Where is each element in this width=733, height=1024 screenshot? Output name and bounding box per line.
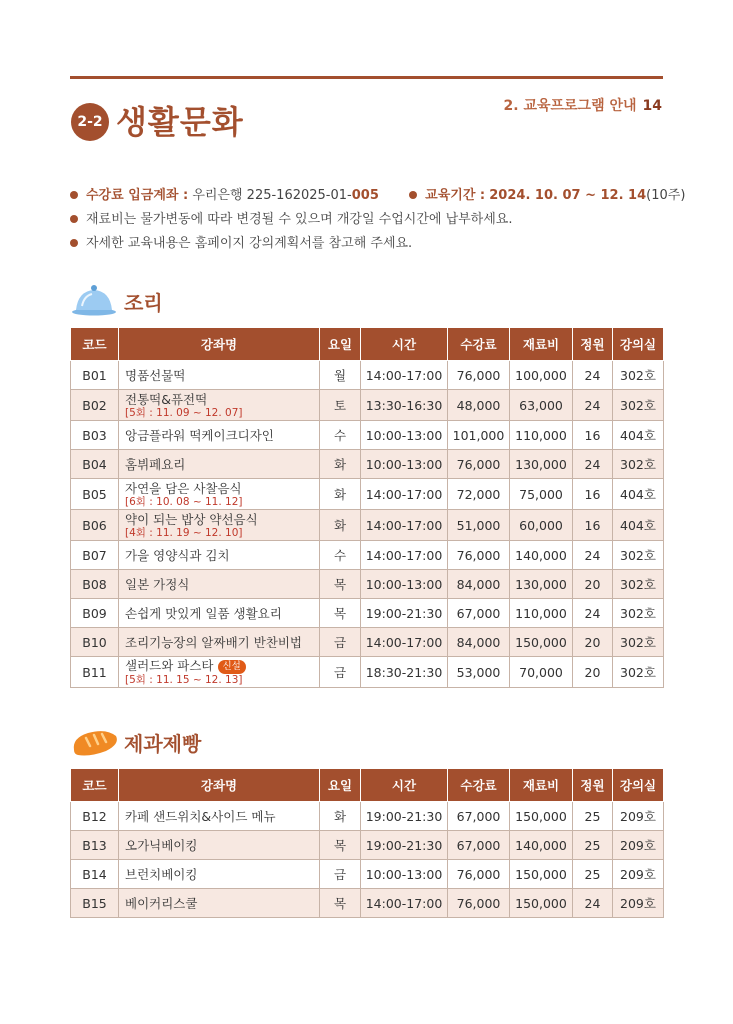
course-capacity: 24 <box>573 361 613 390</box>
course-time: 14:00-17:00 <box>361 479 448 510</box>
course-time: 13:30-16:30 <box>361 390 448 421</box>
col-capacity: 정원 <box>573 769 613 802</box>
course-fee: 48,000 <box>448 390 510 421</box>
table-row <box>71 541 664 570</box>
course-session-dates: [5회 : 11. 15 ~ 12. 13] <box>125 673 243 686</box>
course-title: 홈뷔페요리 <box>125 456 186 472</box>
course-material-fee: 130,000 <box>510 450 573 479</box>
bullet-dot-icon <box>409 191 417 199</box>
course-name <box>119 421 320 450</box>
course-title: 조리기능장의 알짜배기 반찬비법 <box>125 634 302 650</box>
course-name <box>119 570 320 599</box>
course-room: 302호 <box>613 570 664 599</box>
table-row <box>71 570 664 599</box>
course-name <box>119 657 320 688</box>
course-capacity: 24 <box>573 599 613 628</box>
col-fee: 수강료 <box>448 769 510 802</box>
course-room: 404호 <box>613 479 664 510</box>
course-code: B10 <box>71 628 119 657</box>
col-room: 강의실 <box>613 328 664 361</box>
page-title: 생활문화 <box>116 103 244 141</box>
course-room: 209호 <box>613 802 664 831</box>
course-capacity: 25 <box>573 860 613 889</box>
course-fee: 67,000 <box>448 831 510 860</box>
course-title: 앙금플라워 떡케이크디자인 <box>125 427 274 443</box>
note-website-text: 자세한 교육내용은 홈페이지 강의계획서를 참고해 주세요. <box>86 236 413 251</box>
course-day: 목 <box>320 599 361 628</box>
col-capacity: 정원 <box>573 328 613 361</box>
course-session-dates: [4회 : 11. 19 ~ 12. 10] <box>125 526 243 539</box>
course-room: 302호 <box>613 361 664 390</box>
course-fee: 101,000 <box>448 421 510 450</box>
bullet-dot-icon <box>70 191 78 199</box>
course-material-fee: 140,000 <box>510 541 573 570</box>
course-room: 209호 <box>613 831 664 860</box>
course-code: B13 <box>71 831 119 860</box>
course-fee: 84,000 <box>448 570 510 599</box>
course-time: 10:00-13:00 <box>361 860 448 889</box>
course-name <box>119 628 320 657</box>
course-time: 14:00-17:00 <box>361 541 448 570</box>
course-fee: 76,000 <box>448 860 510 889</box>
course-material-fee: 75,000 <box>510 479 573 510</box>
course-room: 302호 <box>613 541 664 570</box>
fee-account: 우리은행 225-162025-01- <box>192 188 352 203</box>
page-section-reference <box>504 95 662 115</box>
course-day: 화 <box>320 802 361 831</box>
col-time: 시간 <box>361 769 448 802</box>
course-day: 화 <box>320 510 361 541</box>
course-title: 오가닉베이킹 <box>125 837 198 853</box>
course-name <box>119 889 320 918</box>
course-room: 302호 <box>613 390 664 421</box>
course-name <box>119 599 320 628</box>
course-code: B06 <box>71 510 119 541</box>
course-time: 19:00-21:30 <box>361 802 448 831</box>
course-material-fee: 110,000 <box>510 421 573 450</box>
section-cooking-heading <box>70 283 370 319</box>
course-day: 수 <box>320 541 361 570</box>
course-code: B02 <box>71 390 119 421</box>
course-material-fee: 150,000 <box>510 889 573 918</box>
table-row <box>71 831 664 860</box>
course-fee: 53,000 <box>448 657 510 688</box>
note-fee-period <box>70 184 685 208</box>
course-material-fee: 110,000 <box>510 599 573 628</box>
course-capacity: 24 <box>573 450 613 479</box>
section-number-badge: 2-2 <box>71 103 109 141</box>
course-code: B05 <box>71 479 119 510</box>
table-row <box>71 450 664 479</box>
col-day: 요일 <box>320 328 361 361</box>
bullet-dot-icon <box>70 215 78 223</box>
course-room: 302호 <box>613 657 664 688</box>
col-course-name: 강좌명 <box>119 769 320 802</box>
course-code: B09 <box>71 599 119 628</box>
fee-account-end: 005 <box>351 188 379 203</box>
course-material-fee: 100,000 <box>510 361 573 390</box>
course-capacity: 24 <box>573 390 613 421</box>
course-fee: 51,000 <box>448 510 510 541</box>
course-code: B08 <box>71 570 119 599</box>
course-day: 금 <box>320 860 361 889</box>
col-course-name: 강좌명 <box>119 328 320 361</box>
course-material-fee: 140,000 <box>510 831 573 860</box>
course-material-fee: 60,000 <box>510 510 573 541</box>
cloche-icon <box>70 283 118 319</box>
course-capacity: 24 <box>573 889 613 918</box>
col-material-fee: 재료비 <box>510 328 573 361</box>
course-time: 10:00-13:00 <box>361 450 448 479</box>
table-row <box>71 510 664 541</box>
table-row <box>71 390 664 421</box>
course-material-fee: 63,000 <box>510 390 573 421</box>
course-name <box>119 450 320 479</box>
course-day: 목 <box>320 831 361 860</box>
course-time: 19:00-21:30 <box>361 831 448 860</box>
table-row <box>71 361 664 390</box>
course-fee: 84,000 <box>448 628 510 657</box>
table-row <box>71 479 664 510</box>
course-capacity: 16 <box>573 510 613 541</box>
course-material-fee: 130,000 <box>510 570 573 599</box>
notes-list <box>70 184 685 256</box>
course-capacity: 20 <box>573 570 613 599</box>
course-time: 14:00-17:00 <box>361 889 448 918</box>
course-fee: 76,000 <box>448 361 510 390</box>
table-row <box>71 628 664 657</box>
course-code: B04 <box>71 450 119 479</box>
period-label: 교육기간 : <box>425 188 486 203</box>
cooking-course-table <box>70 327 664 688</box>
course-room: 404호 <box>613 421 664 450</box>
course-capacity: 25 <box>573 802 613 831</box>
course-title: 카페 샌드위치&사이드 메뉴 <box>125 808 276 824</box>
course-fee: 67,000 <box>448 802 510 831</box>
col-room: 강의실 <box>613 769 664 802</box>
course-material-fee: 150,000 <box>510 860 573 889</box>
course-day: 수 <box>320 421 361 450</box>
course-code: B12 <box>71 802 119 831</box>
col-day: 요일 <box>320 769 361 802</box>
section-cooking-label: 조리 <box>124 291 163 315</box>
course-session-dates: [5회 : 11. 09 ~ 12. 07] <box>125 406 243 419</box>
course-day: 목 <box>320 570 361 599</box>
course-title: 브런치베이킹 <box>125 866 198 882</box>
table-row <box>71 421 664 450</box>
course-capacity: 20 <box>573 657 613 688</box>
page-number: 14 <box>642 98 662 114</box>
course-name <box>119 802 320 831</box>
course-material-fee: 150,000 <box>510 802 573 831</box>
note-material <box>70 208 685 232</box>
course-name <box>119 831 320 860</box>
col-code: 코드 <box>71 328 119 361</box>
course-code: B11 <box>71 657 119 688</box>
course-room: 209호 <box>613 889 664 918</box>
course-name <box>119 361 320 390</box>
course-code: B07 <box>71 541 119 570</box>
course-capacity: 20 <box>573 628 613 657</box>
course-room: 404호 <box>613 510 664 541</box>
course-capacity: 16 <box>573 479 613 510</box>
course-day: 금 <box>320 657 361 688</box>
new-course-badge: 신설 <box>218 660 246 674</box>
course-material-fee: 150,000 <box>510 628 573 657</box>
course-capacity: 25 <box>573 831 613 860</box>
course-time: 10:00-13:00 <box>361 421 448 450</box>
col-code: 코드 <box>71 769 119 802</box>
bullet-dot-icon <box>70 239 78 247</box>
course-name <box>119 479 320 510</box>
course-title: 베이커리스쿨 <box>125 895 198 911</box>
course-day: 목 <box>320 889 361 918</box>
col-material-fee: 재료비 <box>510 769 573 802</box>
header-rule <box>70 76 663 79</box>
table-header-row <box>71 769 664 802</box>
course-day: 토 <box>320 390 361 421</box>
table-row <box>71 599 664 628</box>
course-fee: 76,000 <box>448 889 510 918</box>
note-website <box>70 232 685 256</box>
course-title: 자연을 담은 사찰음식 <box>125 480 242 496</box>
course-code: B01 <box>71 361 119 390</box>
bread-icon <box>70 724 120 760</box>
course-room: 302호 <box>613 628 664 657</box>
section-bakery-heading <box>70 724 370 760</box>
col-time: 시간 <box>361 328 448 361</box>
course-fee: 67,000 <box>448 599 510 628</box>
course-material-fee: 70,000 <box>510 657 573 688</box>
fee-label: 수강료 입금계좌 : <box>86 188 189 203</box>
table-row <box>71 802 664 831</box>
course-name <box>119 510 320 541</box>
table-row <box>71 657 664 688</box>
course-day: 금 <box>320 628 361 657</box>
period-value: 2024. 10. 07 ~ 12. 14 <box>489 188 647 203</box>
course-code: B15 <box>71 889 119 918</box>
course-code: B03 <box>71 421 119 450</box>
course-title: 전통떡&퓨전떡 <box>125 391 208 407</box>
section-ref-text: 2. 교육프로그램 안내 <box>503 98 637 114</box>
course-room: 302호 <box>613 599 664 628</box>
course-time: 14:00-17:00 <box>361 361 448 390</box>
course-session-dates: [6회 : 10. 08 ~ 11. 12] <box>125 495 243 508</box>
course-fee: 76,000 <box>448 541 510 570</box>
course-room: 209호 <box>613 860 664 889</box>
course-time: 19:00-21:30 <box>361 599 448 628</box>
course-time: 18:30-21:30 <box>361 657 448 688</box>
course-capacity: 16 <box>573 421 613 450</box>
course-day: 화 <box>320 479 361 510</box>
course-room: 302호 <box>613 450 664 479</box>
course-title: 약이 되는 밥상 약선음식 <box>125 511 258 527</box>
section-bakery-label: 제과제빵 <box>124 732 202 756</box>
course-name <box>119 390 320 421</box>
course-fee: 72,000 <box>448 479 510 510</box>
bakery-course-table <box>70 768 664 918</box>
table-row <box>71 860 664 889</box>
period-weeks: (10주) <box>646 188 686 203</box>
course-title: 일본 가정식 <box>125 576 190 592</box>
course-time: 14:00-17:00 <box>361 628 448 657</box>
course-fee: 76,000 <box>448 450 510 479</box>
course-title: 명품선물떡 <box>125 367 186 383</box>
course-time: 10:00-13:00 <box>361 570 448 599</box>
col-fee: 수강료 <box>448 328 510 361</box>
course-code: B14 <box>71 860 119 889</box>
course-day: 화 <box>320 450 361 479</box>
table-row <box>71 889 664 918</box>
course-name <box>119 541 320 570</box>
course-title: 손쉽게 맛있게 일품 생활요리 <box>125 605 282 621</box>
course-name <box>119 860 320 889</box>
course-title: 샐러드와 파스타 신설 <box>125 658 319 674</box>
note-material-text: 재료비는 물가변동에 따라 변경될 수 있으며 개강일 수업시간에 납부하세요. <box>86 212 513 227</box>
course-capacity: 24 <box>573 541 613 570</box>
course-day: 월 <box>320 361 361 390</box>
course-title: 가을 영양식과 김치 <box>125 547 230 563</box>
course-time: 14:00-17:00 <box>361 510 448 541</box>
table-header-row <box>71 328 664 361</box>
